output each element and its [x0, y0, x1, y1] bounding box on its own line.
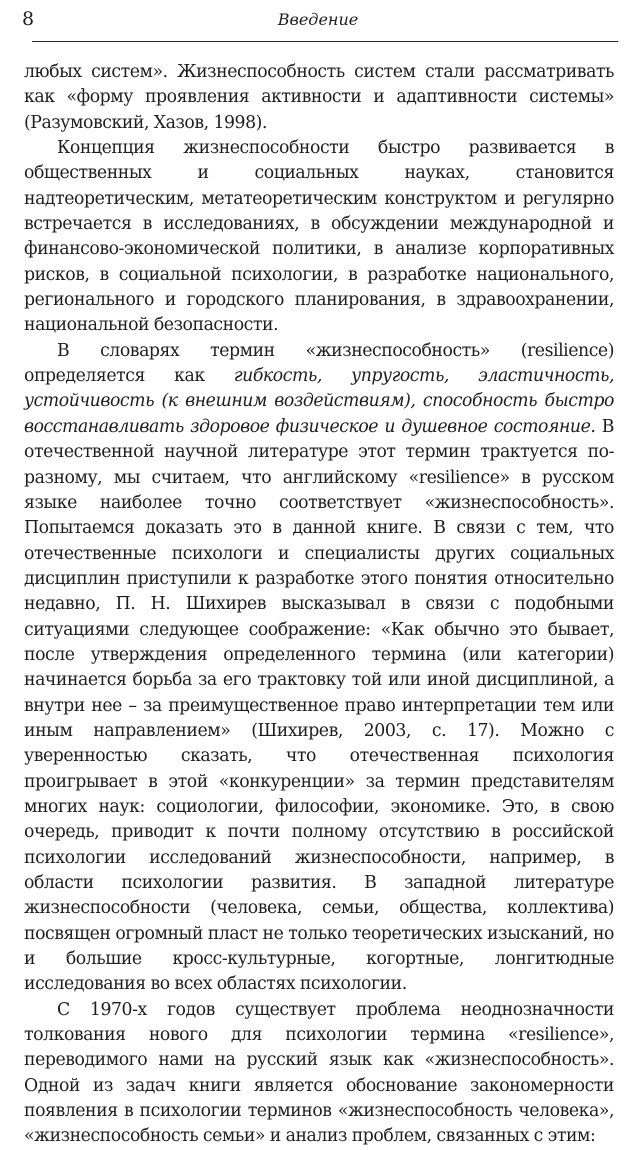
paragraph-3-rest: В отечественной научной литературе этот термин трактуется по-разному, мы считаем, что английскому «resilience» в русском языке наиболее точно соответствует «жизнеспособность». Попытаемся доказать это в данной книге. В связи с тем, что отечественные психологи и специалисты других социальных дисциплин приступили к разработке этого понятия относительно недавно, П. Н. Шихирев высказывал в связи с подобными ситуациями следующее соображение: «Как обычно это бывает, после утверждения определенного термина (или категории) начинается борьба за его трактовку той или иной дисциплиной, а внутри нее – за преимущественное право интерпретации тем или иным направлением» (Шихирев, 2003, с. 17). Можно с уверенностью сказать, что отечественная психология проигрывает в этой «конкуренции» за термин представителям многих наук: социологии, философии, экономике. Это, в свою очередь, приводит к почти полному отсутствию в российской психологии исследований жизнеспособности, например, в области психологии развития. В западной литературе жизнеспособности (человека, семьи, общества, коллектива) посвящен огромный пласт не только теоретических изысканий, но и большие кросс-культурные, когортные, лонгитюдные исследования во всех областях психологии.: [24, 416, 614, 995]
page-header: [18, 6, 618, 42]
paragraph-3: [24, 339, 614, 998]
paragraph-3-lead: В словарях термин «жизнеспособность» (resilience) определяется как: [24, 340, 614, 387]
header-rule: [32, 41, 618, 42]
paragraph-1: любых систем». Жизнеспособность систем стали рассматривать как «форму проявления активности и адаптивности системы» (Разумовский, Хазов, 1998).: [24, 62, 614, 133]
paragraph-2: Концепция жизнеспособности быстро развивается в общественных и социальных науках, становится надтеоретическим, метатеоретическим конструктом и регулярно встречается в исследованиях, в обсуждении международной и финансово-экономической политики, в анализе корпоративных рисков, в социальной психологии, в разработке национального, регионального и городского планирования, в здравоохранении, национальной безопасности.: [24, 138, 614, 336]
body-text: [24, 60, 614, 1150]
paragraph-4: С 1970-х годов существует проблема неоднозначности толкования нового для психологии термина «resilience», переводимого нами на русский язык как «жизнеспособность». Одной из задач книги является обоснование закономерности появления в психологии терминов «жизнеспособность человека», «жизнеспособность семьи» и анализ проблем, связанных с этим:: [24, 999, 614, 1147]
page-number: 8: [22, 8, 35, 30]
running-title: Введение: [277, 10, 359, 29]
paragraph-3-italic-definition: гибкость, упругость, эластичность, устойчивость (к внешним воздействиям), способность быстро восстанавливать здоровое физическое и душевное состояние.: [24, 366, 614, 437]
